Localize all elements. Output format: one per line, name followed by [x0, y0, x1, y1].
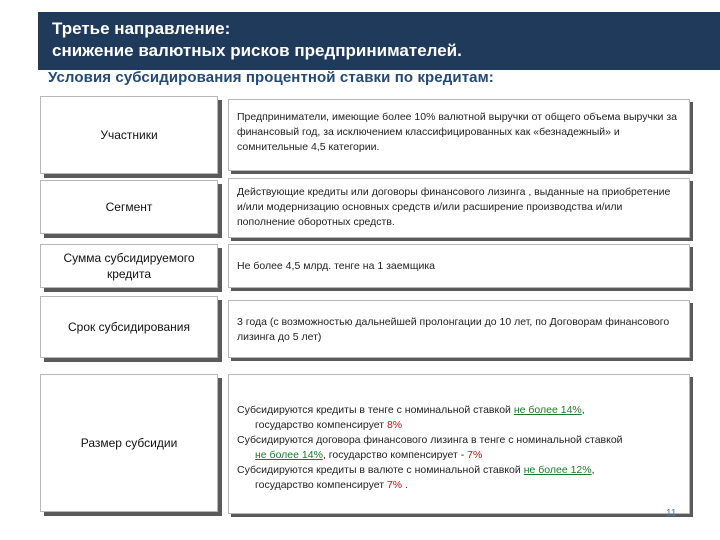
- subsidy-item: Субсидируются кредиты в валюте с номинальной ставкой не более 12%, государство компенсирует 7% .: [237, 464, 595, 491]
- title-line-2: снижение валютных рисков предпринимателей.: [52, 41, 462, 60]
- value-subsidy-term: [228, 300, 690, 358]
- label-credit-amount: [40, 244, 218, 288]
- label-text: Размер субсидии: [80, 436, 178, 450]
- subtitle: Условия субсидирования процентной ставки по кредитам:: [48, 69, 494, 86]
- subsidy-item: Субсидируются договора финансового лизинга в тенге с номинальной ставкой не более 14%, государство компенсирует - 7%: [237, 434, 623, 461]
- value-text: Не более 4,5 млрд. тенге на 1 заемщика: [237, 259, 435, 272]
- rate-limit: не более 14%: [513, 404, 582, 416]
- label-text: Срок субсидирования: [68, 320, 190, 334]
- label-text: Сумма субсидируемого кредита: [63, 251, 195, 281]
- page-number: 11: [666, 508, 677, 519]
- subsidy-item: Субсидируются кредиты в тенге с номинальной ставкой не более 14%, государство компенсирует 8%: [237, 404, 585, 431]
- rate-limit: не более 12%: [523, 464, 592, 476]
- value-subsidy-size: [228, 374, 690, 514]
- value-text: 3 года (с возможностью дальнейшей пролонгации до 10 лет, по Договорам финансового лизинга до 5 лет): [237, 316, 670, 343]
- title-banner: [38, 12, 720, 70]
- value-participants: [228, 99, 690, 171]
- value-text: Действующие кредиты или договоры финансового лизинга , выданные на приобретение и/или модернизацию основных средств и/или расширение производства и/или пополнение оборотных средств.: [237, 186, 671, 228]
- value-segment: [228, 178, 690, 238]
- label-segment: [40, 180, 218, 234]
- value-text: Предприниматели, имеющие более 10% валютной выручки от общего объема выручки за финансовый год, за исключением классифицированных как «безнадежный» и сомнительные 4,5 категории.: [237, 111, 677, 153]
- compensation-rate: 7%: [467, 449, 483, 461]
- label-text: Участники: [100, 128, 158, 142]
- label-text: Сегмент: [105, 200, 153, 214]
- subsidy-list: [237, 403, 623, 493]
- label-subsidy-size: [40, 374, 218, 512]
- compensation-rate: 8%: [386, 419, 403, 431]
- title-line-1: Третье направление:: [52, 19, 231, 38]
- rate-limit: не более 14%: [255, 449, 323, 461]
- label-participants: [40, 96, 218, 174]
- compensation-rate: 7%: [386, 479, 403, 491]
- label-subsidy-term: [40, 296, 218, 358]
- value-credit-amount: [228, 244, 690, 288]
